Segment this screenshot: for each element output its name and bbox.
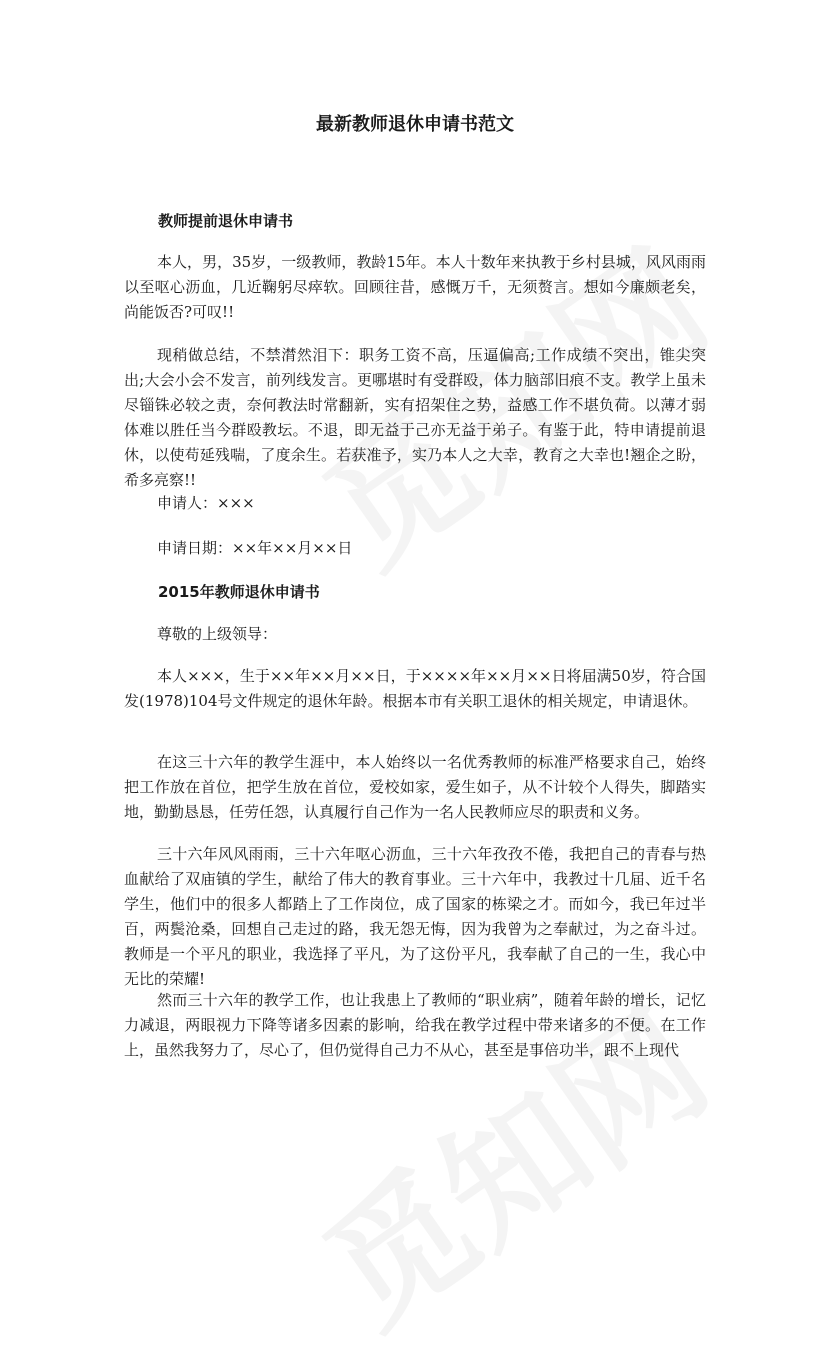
paragraph: 三十六年风风雨雨，三十六年呕心沥血，三十六年孜孜不倦，我把自己的青春与热血献给了双庙镇的学生，献给了伟大的教育事业。三十六年中，我教过十几届、近千名学生，他们中的很多人都踏上了工作岗位，成了国家的栋梁之才。而如今，我已年过半百，两鬓沧桑，回想自己走过的路，我无怨无悔，因为我曾为之奉献过，为之奋斗过。教师是一个平凡的职业，我选择了平凡，为了这份平凡，我奉献了自己的一生，我心中无比的荣耀! [124, 845, 706, 988]
date-line: 申请日期：××年××月××日 [157, 539, 353, 557]
paragraph: 然而三十六年的教学工作，也让我患上了教师的“职业病”，随着年龄的增长，记忆力减退，两眼视力下降等诸多因素的影响，给我在教学过程中带来诸多的不便。在工作上，虽然我努力了，尽心了，但仍觉得自己力不从心，甚至是事倍功半，跟不上现代 [124, 991, 706, 1059]
paragraph: 本人×××，生于××年××月××日，于××××年××月××日将届满50岁，符合国发(1978)104号文件规定的退休年龄。根据本市有关职工退休的相关规定，申请退休。 [124, 667, 706, 710]
paragraph: 本人，男，35岁，一级教师，教龄15年。本人十数年来执教于乡村县城，风风雨雨以至呕心沥血，几近鞠躬尽瘁软。回顾往昔，感慨万千，无须赘言。想如今廉颇老矣，尚能饭否?可叹!! [124, 253, 706, 321]
section-heading: 2015年教师退休申请书 [158, 583, 320, 601]
applicant-line: 申请人：××× [157, 494, 255, 512]
paragraph: 在这三十六年的教学生涯中，本人始终以一名优秀教师的标准严格要求自己，始终把工作放在首位，把学生放在首位，爱校如家，爱生如子，从不计较个人得失，脚踏实地，勤勤恳恳，任劳任怨，认真履行自己作为一名人民教师应尽的职责和义务。 [124, 753, 706, 821]
section-heading: 教师提前退休申请书 [158, 212, 294, 230]
document-title: 最新教师退休申请书范文 [316, 114, 514, 135]
salutation: 尊敬的上级领导： [157, 625, 278, 643]
paragraph: 现稍做总结，不禁潸然泪下：职务工资不高，压逼偏高;工作成绩不突出，锥尖突出;大会小会不发言，前列线发言。更哪堪时有受群殴，体力脑部旧痕不支。教学上虽未尽锱铢必较之责，奈何教法时常翻新，实有招架住之势，益感工作不堪负荷。以薄才弱体难以胜任当今群殴教坛。不退，即无益于己亦无益于弟子。有鉴于此，特申请提前退休，以使苟延残喘，了度余生。若获准予，实乃本人之大幸，教育之大幸也!翘企之盼，希多亮察!! [124, 346, 706, 489]
